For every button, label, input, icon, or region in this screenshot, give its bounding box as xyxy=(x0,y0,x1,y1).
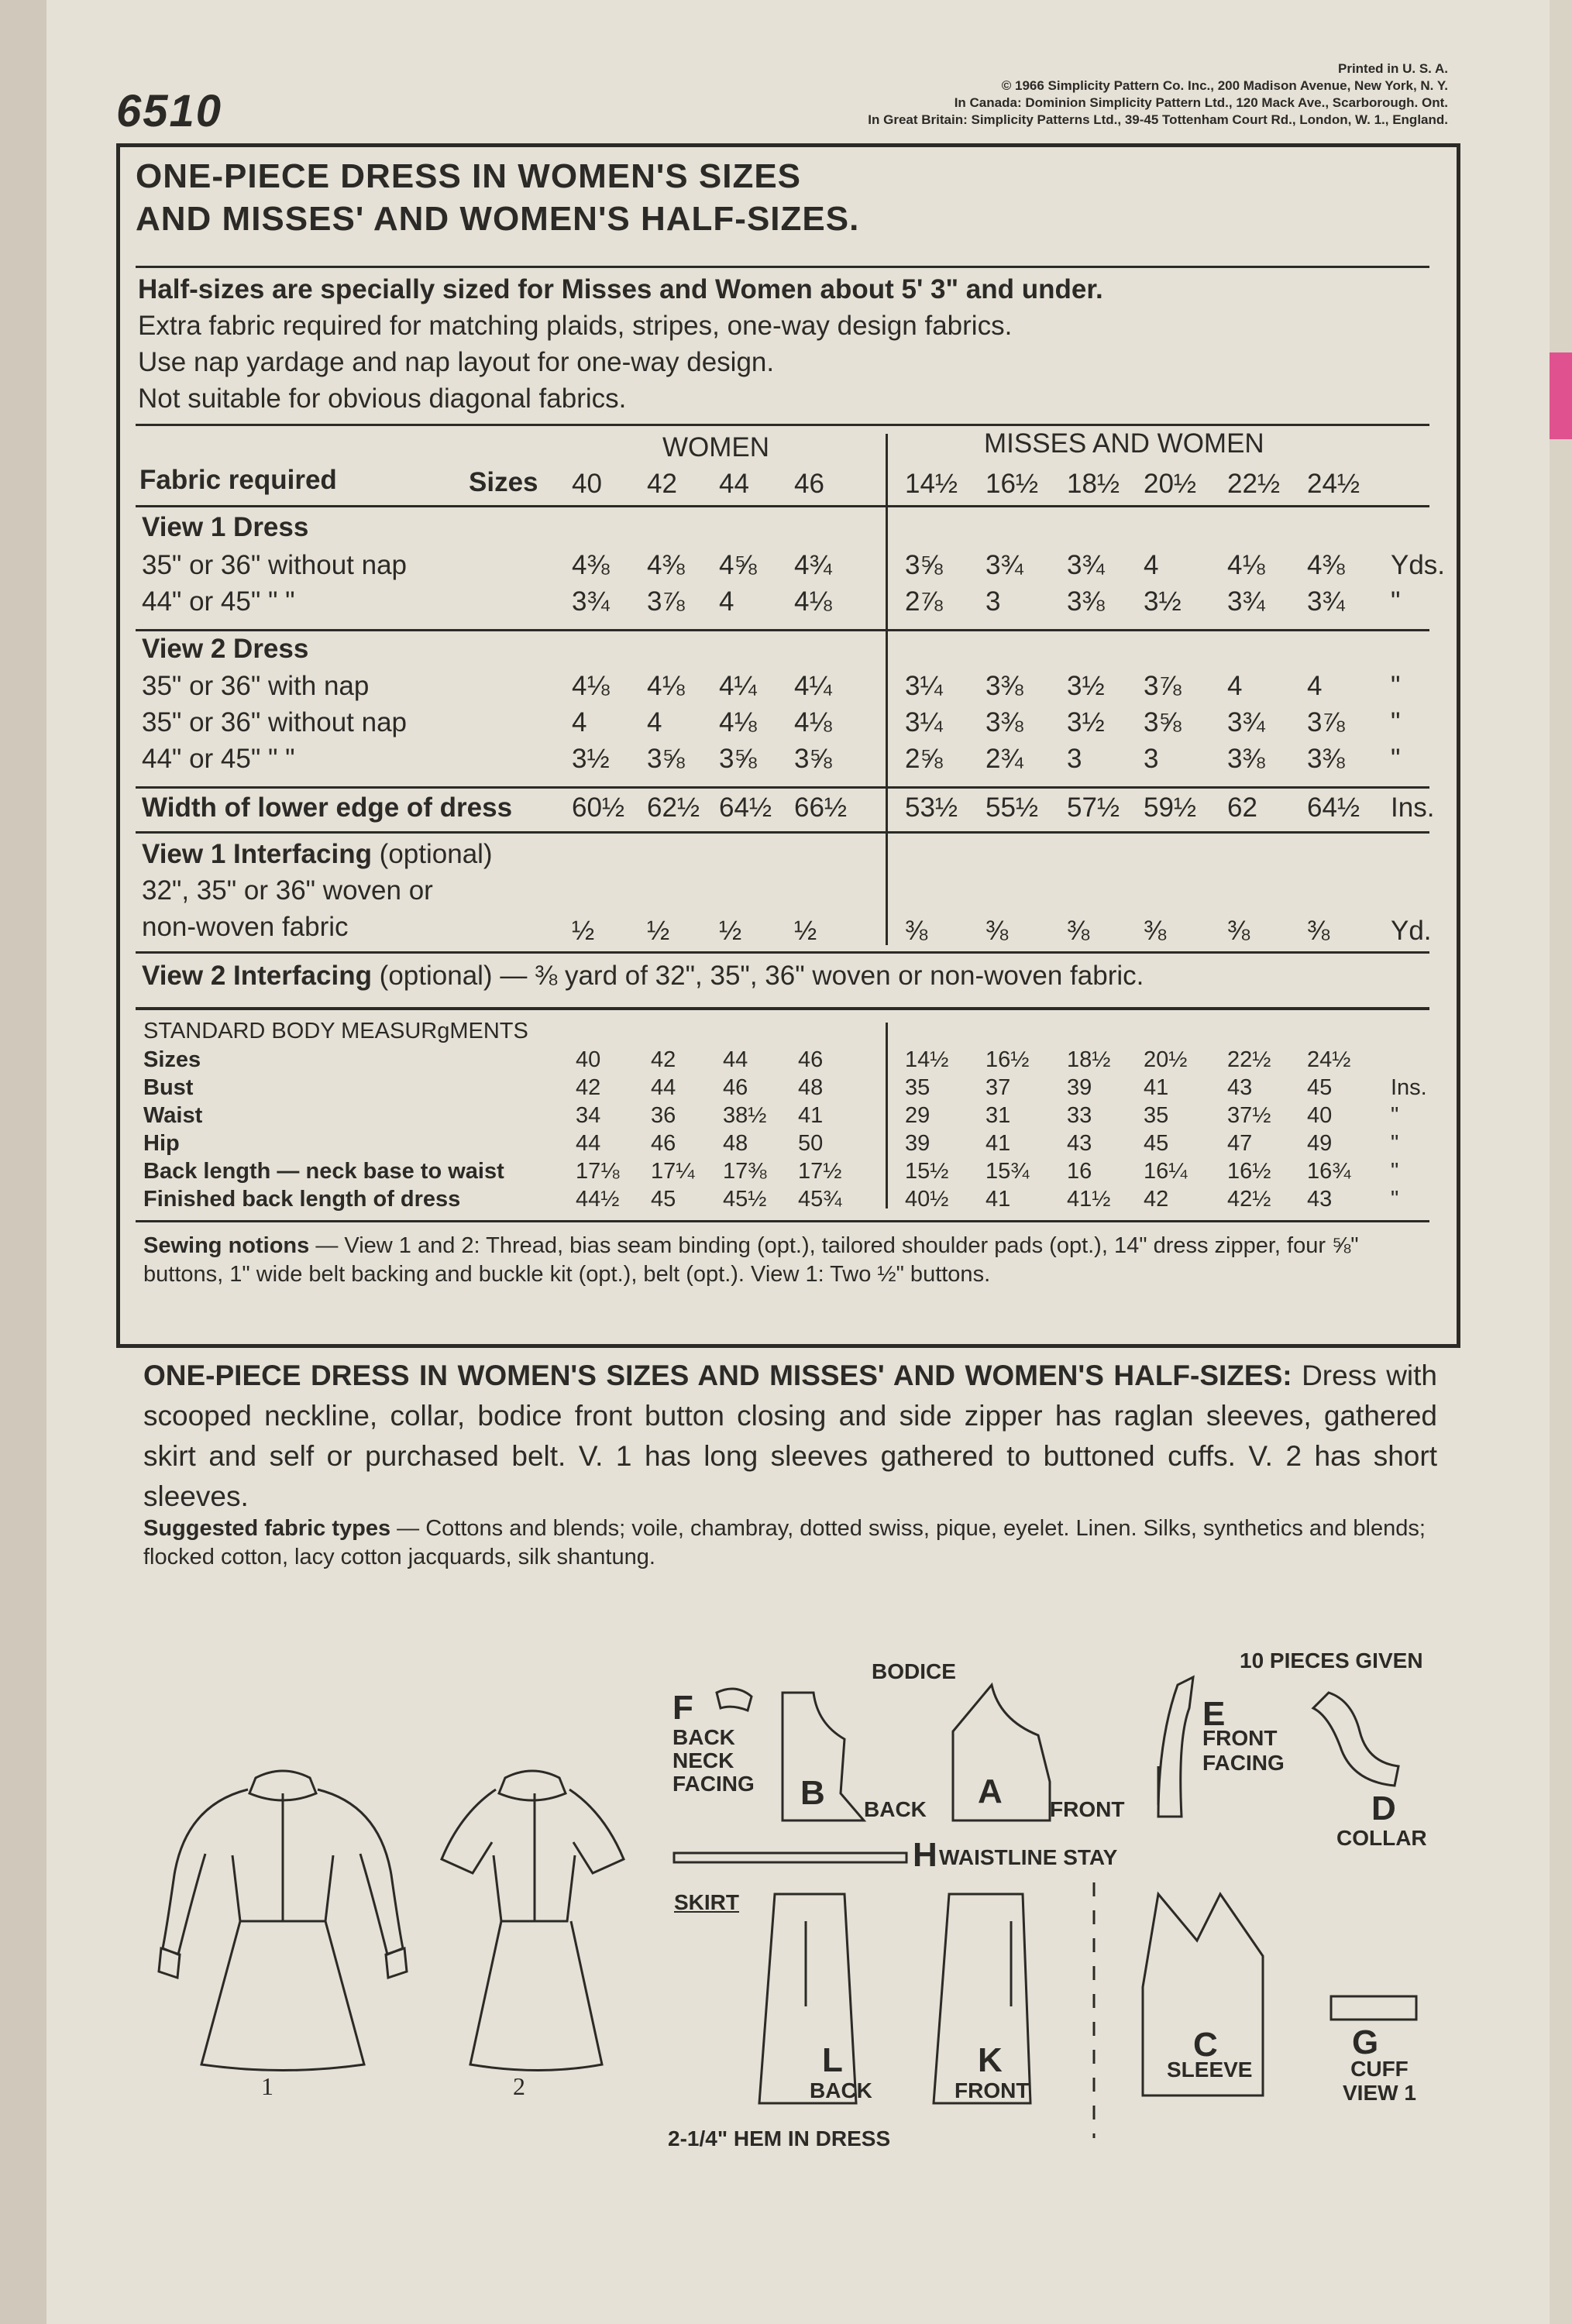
women-value: 42 xyxy=(647,469,677,499)
misses-value: ⅜ xyxy=(986,916,1009,946)
piece-b-label: BACK xyxy=(864,1797,927,1821)
measurement-label: Finished back length of dress xyxy=(143,1187,461,1212)
unit-label: Ins. xyxy=(1391,792,1435,823)
women-value: 17½ xyxy=(798,1159,842,1184)
women-value: 44 xyxy=(576,1131,601,1156)
women-value: 46 xyxy=(651,1131,676,1156)
women-value: 3½ xyxy=(572,744,610,774)
misses-value: 57½ xyxy=(1067,792,1120,823)
women-value: 44 xyxy=(719,469,749,499)
piece-h-shape xyxy=(674,1853,906,1862)
interfacing2-line: View 2 Interfacing (optional) — ⅜ yard of 32", 35", 36" woven or non-woven fabric. xyxy=(142,961,1144,991)
misses-value: ⅜ xyxy=(1144,916,1167,946)
misses-value: 3¼ xyxy=(905,671,943,701)
women-value: 42 xyxy=(576,1075,601,1100)
women-value: 4 xyxy=(647,707,662,737)
piece-d-shape xyxy=(1313,1693,1398,1786)
piece-l-label: BACK xyxy=(810,2078,872,2102)
interfacing1-title: View 1 Interfacing (optional) xyxy=(142,839,493,869)
misses-value: 37½ xyxy=(1227,1103,1271,1128)
fabric-row-label: 35" or 36" without nap xyxy=(142,550,408,580)
misses-value: 42½ xyxy=(1227,1187,1271,1212)
women-value: 36 xyxy=(651,1103,676,1128)
misses-value: 39 xyxy=(1067,1075,1092,1100)
fabric-types: Suggested fabric types — Cottons and blends; voile, chambray, dotted swiss, pique, eyelet. Linen. Silks, synthetics and blends; flocked cotton, lacy cotton jacquards, silk shantung. xyxy=(143,1516,1426,1569)
misses-value: 15½ xyxy=(905,1159,949,1184)
misses-value: 20½ xyxy=(1144,469,1197,499)
women-group-header: WOMEN xyxy=(662,432,770,462)
misses-value: 35 xyxy=(1144,1103,1169,1128)
misses-value: 55½ xyxy=(986,792,1039,823)
women-value: 3⅝ xyxy=(647,744,685,774)
women-value: ½ xyxy=(794,916,817,946)
title-line-1: ONE-PIECE DRESS IN WOMEN'S SIZES xyxy=(136,157,802,195)
piece-h-letter: H xyxy=(913,1836,937,1874)
measurement-label: Waist xyxy=(143,1103,203,1128)
women-value: 34 xyxy=(576,1103,601,1128)
misses-value: ⅜ xyxy=(1307,916,1330,946)
piece-d-letter: D xyxy=(1371,1789,1396,1827)
misses-value: ⅜ xyxy=(905,916,928,946)
women-value: 45 xyxy=(651,1187,676,1212)
women-value: 40 xyxy=(572,469,602,499)
width-row-label: Width of lower edge of dress xyxy=(142,792,513,823)
misses-value: 40 xyxy=(1307,1103,1333,1128)
pieces-given: 10 PIECES GIVEN xyxy=(1240,1648,1423,1673)
misses-value: 41 xyxy=(986,1187,1011,1212)
measurement-label: Sizes xyxy=(143,1047,201,1072)
misses-value: 3 xyxy=(1067,744,1082,774)
canada-line: In Canada: Dominion Simplicity Pattern Ltd., 120 Mack Ave., Scarborough. Ont. xyxy=(954,95,1448,110)
women-value: 3⅝ xyxy=(719,744,757,774)
misses-value: 59½ xyxy=(1144,792,1197,823)
piece-g-shape xyxy=(1331,1996,1416,2020)
title-line-2: AND MISSES' AND WOMEN'S HALF-SIZES. xyxy=(136,200,860,238)
women-value: 17⅛ xyxy=(576,1159,620,1184)
misses-value: 3¼ xyxy=(905,707,943,737)
view2-dress-heading: View 2 Dress xyxy=(142,634,309,664)
description: ONE-PIECE DRESS IN WOMEN'S SIZES AND MISSES' AND WOMEN'S HALF-SIZES: Dress with scooped neckline, collar, bodice front button closing and side zipper has raglan sleeves, gathered skirt and self or purchased belt. V. 1 has long sleeves gathered to buttoned cuffs. V. 2 has short sleeves. xyxy=(143,1360,1438,1512)
piece-e-shape xyxy=(1158,1677,1193,1817)
misses-value: 16½ xyxy=(1227,1159,1271,1184)
misses-value: 16½ xyxy=(986,469,1039,499)
piece-l-letter: L xyxy=(822,2041,843,2079)
piece-k-label: FRONT xyxy=(955,2078,1030,2102)
women-value: 17¼ xyxy=(651,1159,695,1184)
hem-note: 2-1/4" HEM IN DRESS xyxy=(668,2126,891,2150)
piece-f-letter: F xyxy=(672,1689,693,1727)
misses-value: 14½ xyxy=(905,1047,949,1072)
fabric-row-label: 44" or 45" " " xyxy=(142,586,295,617)
misses-value: 2¾ xyxy=(986,744,1023,774)
skirt-label: SKIRT xyxy=(674,1890,739,1914)
women-value: 4⅝ xyxy=(719,550,757,580)
women-value: 4¼ xyxy=(794,671,832,701)
bodice-label: BODICE xyxy=(872,1659,956,1683)
misses-value: 4⅜ xyxy=(1307,550,1345,580)
piece-a-letter: A xyxy=(978,1772,1003,1810)
misses-value: 24½ xyxy=(1307,1047,1351,1072)
misses-value: 41½ xyxy=(1067,1187,1111,1212)
women-value: ½ xyxy=(719,916,742,946)
women-value: 4⅛ xyxy=(794,707,832,737)
misses-value: 4 xyxy=(1144,550,1159,580)
sizes-header: Sizes xyxy=(469,467,538,497)
misses-value: 3½ xyxy=(1144,586,1182,617)
women-value: 4⅛ xyxy=(719,707,757,737)
misses-value: 47 xyxy=(1227,1131,1253,1156)
view2-number: 2 xyxy=(513,2072,525,2100)
unit-label: " xyxy=(1391,1159,1399,1184)
misses-value: 3¾ xyxy=(1307,586,1345,617)
misses-value: 4⅛ xyxy=(1227,550,1265,580)
women-value: ½ xyxy=(572,916,595,946)
women-value: 66½ xyxy=(794,792,848,823)
women-value: 46 xyxy=(723,1075,748,1100)
printed-line: Printed in U. S. A. xyxy=(1338,61,1448,76)
piece-f-label: BACK NECK FACING xyxy=(672,1725,755,1796)
piece-c-label: SLEEVE xyxy=(1167,2058,1253,2082)
misses-value: 15¾ xyxy=(986,1159,1030,1184)
misses-value: 62 xyxy=(1227,792,1257,823)
piece-k-shape xyxy=(934,1894,1030,2103)
misses-value: 3¾ xyxy=(1227,586,1265,617)
misses-value: 22½ xyxy=(1227,469,1281,499)
unit-label: Yd. xyxy=(1391,916,1432,946)
piece-b-shape xyxy=(783,1693,864,1820)
women-value: 44 xyxy=(651,1075,676,1100)
view1-number: 1 xyxy=(261,2072,273,2100)
misses-value: 35 xyxy=(905,1075,930,1100)
women-value: 48 xyxy=(723,1131,748,1156)
misses-value: 41 xyxy=(1144,1075,1169,1100)
interfacing1-line3: non-woven fabric xyxy=(142,912,349,942)
piece-g-label: CUFF VIEW 1 xyxy=(1343,2057,1416,2105)
piece-b-letter: B xyxy=(800,1774,825,1812)
women-value: 62½ xyxy=(647,792,700,823)
note-line: Use nap yardage and nap layout for one-way design. xyxy=(138,347,775,377)
misses-value: 16¾ xyxy=(1307,1159,1351,1184)
copyright-line: © 1966 Simplicity Pattern Co. Inc., 200 Madison Avenue, New York, N. Y. xyxy=(1001,78,1448,93)
women-value: 50 xyxy=(798,1131,824,1156)
note-line: Not suitable for obvious diagonal fabrics. xyxy=(138,383,627,414)
britain-line: In Great Britain: Simplicity Patterns Ltd., 39-45 Tottenham Court Rd., London, W. 1., England. xyxy=(868,112,1448,127)
piece-a-label: FRONT xyxy=(1050,1797,1125,1821)
misses-value: 3⅜ xyxy=(1067,586,1105,617)
note-line: Extra fabric required for matching plaids, stripes, one-way design fabrics. xyxy=(138,311,1013,341)
women-value: ½ xyxy=(647,916,670,946)
misses-value: 29 xyxy=(905,1103,930,1128)
women-value: 4⅛ xyxy=(794,586,832,617)
piece-c-letter: C xyxy=(1193,2026,1218,2064)
view2-dress-sketch xyxy=(442,1771,624,2071)
piece-d-label: COLLAR xyxy=(1336,1826,1427,1850)
misses-value: 43 xyxy=(1067,1131,1092,1156)
fabric-row-label: 35" or 36" with nap xyxy=(142,671,370,701)
unit-label: " xyxy=(1391,671,1401,701)
women-value: 46 xyxy=(798,1047,824,1072)
interfacing1-line2: 32", 35" or 36" woven or xyxy=(142,875,433,906)
misses-value: 20½ xyxy=(1144,1047,1188,1072)
piece-c-shape xyxy=(1143,1894,1263,2095)
unit-label: " xyxy=(1391,707,1401,737)
misses-value: 3¾ xyxy=(986,550,1023,580)
piece-a-shape xyxy=(953,1685,1050,1820)
misses-value: 45 xyxy=(1307,1075,1333,1100)
women-value: 42 xyxy=(651,1047,676,1072)
women-value: 3⅝ xyxy=(794,744,832,774)
misses-value: 3⅜ xyxy=(1227,744,1265,774)
measurements-heading: STANDARD BODY MEASURgMENTS xyxy=(143,1019,528,1043)
view1-dress-heading: View 1 Dress xyxy=(142,512,309,542)
piece-e-letter: E xyxy=(1202,1695,1226,1733)
women-value: 38½ xyxy=(723,1103,767,1128)
misses-value: 3½ xyxy=(1067,707,1105,737)
misses-value: 3⅜ xyxy=(1307,744,1345,774)
piece-k-letter: K xyxy=(978,2041,1003,2079)
unit-label: " xyxy=(1391,586,1401,617)
piece-h-label: WAISTLINE STAY xyxy=(939,1845,1118,1869)
misses-value: 3¾ xyxy=(1227,707,1265,737)
unit-label: " xyxy=(1391,744,1401,774)
measurement-label: Back length — neck base to waist xyxy=(143,1159,504,1184)
women-value: 64½ xyxy=(719,792,772,823)
misses-value: 3⅝ xyxy=(905,550,943,580)
misses-value: 4 xyxy=(1307,671,1323,701)
misses-value: 4 xyxy=(1227,671,1243,701)
women-value: 4⅜ xyxy=(647,550,685,580)
misses-value: 3¾ xyxy=(1067,550,1105,580)
misses-value: 64½ xyxy=(1307,792,1360,823)
misses-group-header: MISSES AND WOMEN xyxy=(984,428,1264,459)
women-value: 44½ xyxy=(576,1187,620,1212)
misses-value: 41 xyxy=(986,1131,1011,1156)
women-value: 41 xyxy=(798,1103,824,1128)
women-value: 4¾ xyxy=(794,550,832,580)
misses-value: 49 xyxy=(1307,1131,1333,1156)
misses-value: 22½ xyxy=(1227,1047,1271,1072)
misses-value: 24½ xyxy=(1307,469,1360,499)
piece-l-shape xyxy=(759,1894,856,2103)
misses-value: 3 xyxy=(986,586,1001,617)
misses-value: 39 xyxy=(905,1131,930,1156)
women-value: 4¼ xyxy=(719,671,757,701)
misses-value: 3½ xyxy=(1067,671,1105,701)
misses-value: 40½ xyxy=(905,1187,949,1212)
misses-value: 31 xyxy=(986,1103,1011,1128)
unit-label: Yds. xyxy=(1391,550,1446,580)
misses-value: 2⅝ xyxy=(905,744,943,774)
women-value: 4⅜ xyxy=(572,550,610,580)
misses-value: 3⅜ xyxy=(986,707,1023,737)
misses-value: 16½ xyxy=(986,1047,1030,1072)
misses-value: 3 xyxy=(1144,744,1159,774)
women-value: 40 xyxy=(576,1047,601,1072)
note-halfsizes: Half-sizes are specially sized for Misses and Women about 5' 3" and under. xyxy=(138,274,1103,304)
women-value: 60½ xyxy=(572,792,625,823)
women-value: 46 xyxy=(794,469,824,499)
unit-label: " xyxy=(1391,1103,1399,1128)
sewing-notions: Sewing notions — View 1 and 2: Thread, bias seam binding (opt.), tailored shoulder pads (opt.), 14" dress zipper, four ⅝" buttons, 1" wide belt backing and buckle kit (opt.), belt (opt.). View 1: Two ½" buttons. xyxy=(143,1233,1359,1287)
measurement-label: Hip xyxy=(143,1131,180,1156)
misses-value: 18½ xyxy=(1067,469,1120,499)
misses-value: 18½ xyxy=(1067,1047,1111,1072)
misses-value: 43 xyxy=(1307,1187,1333,1212)
women-value: 4⅛ xyxy=(572,671,610,701)
women-value: 44 xyxy=(723,1047,748,1072)
misses-value: 42 xyxy=(1144,1187,1169,1212)
women-value: 4⅛ xyxy=(647,671,685,701)
women-value: 45½ xyxy=(723,1187,767,1212)
misses-value: 3⅝ xyxy=(1144,707,1182,737)
piece-e-label: FRONT FACING xyxy=(1202,1726,1285,1775)
piece-g-letter: G xyxy=(1352,2023,1379,2061)
misses-value: 33 xyxy=(1067,1103,1092,1128)
misses-value: 2⅞ xyxy=(905,586,943,617)
pattern-number: 6510 xyxy=(116,86,223,136)
women-value: 4 xyxy=(719,586,734,617)
misses-value: 14½ xyxy=(905,469,958,499)
fabric-row-label: 44" or 45" " " xyxy=(142,744,295,774)
misses-value: 3⅜ xyxy=(986,671,1023,701)
fabric-row-label: 35" or 36" without nap xyxy=(142,707,408,737)
women-value: 48 xyxy=(798,1075,824,1100)
misses-value: 37 xyxy=(986,1075,1011,1100)
misses-value: 43 xyxy=(1227,1075,1253,1100)
misses-value: 3⅞ xyxy=(1307,707,1345,737)
women-value: 3¾ xyxy=(572,586,610,617)
women-value: 45¾ xyxy=(798,1187,842,1212)
misses-value: 16¼ xyxy=(1144,1159,1188,1184)
misses-value: ⅜ xyxy=(1067,916,1090,946)
women-value: 4 xyxy=(572,707,587,737)
piece-f-shape xyxy=(717,1689,752,1710)
unit-label: Ins. xyxy=(1391,1075,1427,1100)
view1-dress-sketch xyxy=(159,1771,407,2071)
misses-value: 3⅞ xyxy=(1144,671,1182,701)
measurement-label: Bust xyxy=(143,1075,194,1100)
women-value: 17⅜ xyxy=(723,1159,767,1184)
misses-value: 45 xyxy=(1144,1131,1169,1156)
misses-value: 53½ xyxy=(905,792,958,823)
misses-value: 16 xyxy=(1067,1159,1092,1184)
unit-label: " xyxy=(1391,1131,1399,1156)
misses-value: ⅜ xyxy=(1227,916,1250,946)
fabric-required-header: Fabric required xyxy=(139,465,337,495)
unit-label: " xyxy=(1391,1187,1399,1212)
women-value: 3⅞ xyxy=(647,586,685,617)
